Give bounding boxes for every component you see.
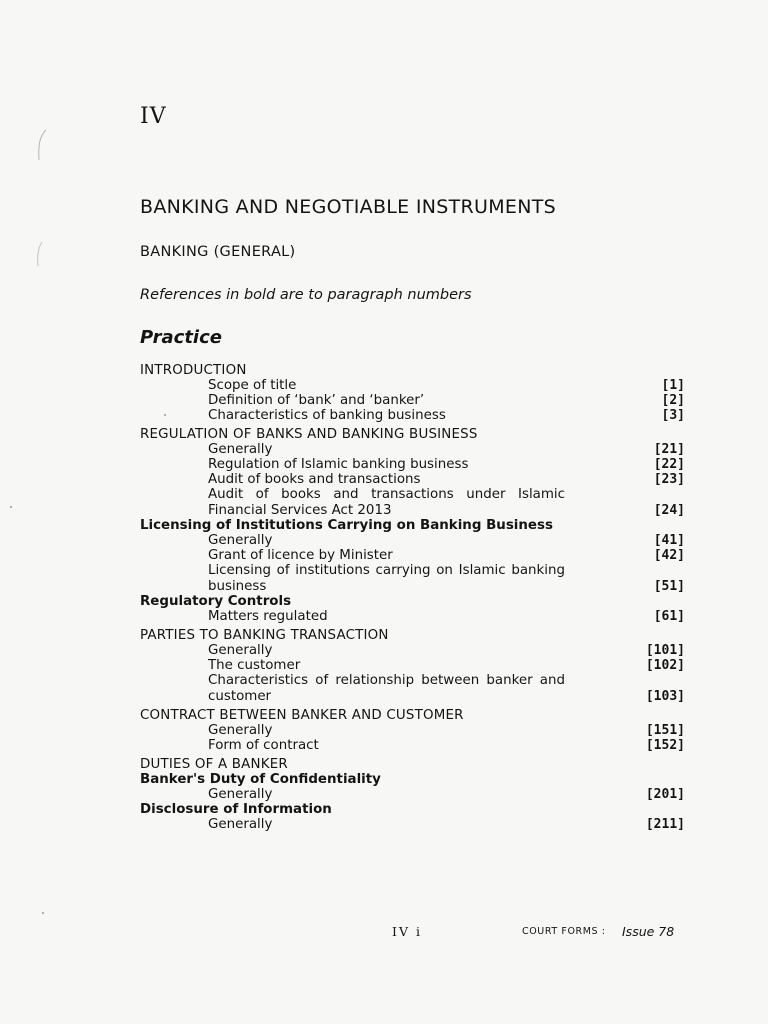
document-subtitle: BANKING (GENERAL) <box>140 244 296 260</box>
reference-note: References in bold are to paragraph numbers <box>140 287 472 303</box>
toc-label: INTRODUCTION <box>140 363 247 378</box>
toc-row <box>140 378 685 393</box>
toc-ref: [1] <box>661 378 685 393</box>
toc-label: Generally <box>208 787 273 802</box>
toc-row <box>140 787 685 802</box>
toc-label: Generally <box>208 723 273 738</box>
toc-ref: [102] <box>645 658 685 673</box>
part-number: IV <box>140 104 167 129</box>
toc-row <box>140 472 685 487</box>
toc-label: Audit of books and transactions under Islamic Financial Services Act 2013 <box>208 487 565 518</box>
toc-row <box>140 487 685 518</box>
toc-label: The customer <box>208 658 301 673</box>
toc-label: Matters regulated <box>208 609 328 624</box>
toc-label: Characteristics of relationship between banker and customer <box>208 673 565 704</box>
publication-name: COURT FORMS : <box>522 926 606 937</box>
page-footer <box>0 924 768 944</box>
scan-mark <box>34 128 48 164</box>
toc-label: Generally <box>208 533 273 548</box>
toc-row <box>140 708 685 723</box>
toc-label: Characteristics of banking business <box>208 408 446 423</box>
toc-label: Definition of ‘bank’ and ‘banker’ <box>208 393 425 408</box>
toc-row <box>140 363 685 378</box>
toc-row <box>140 723 685 738</box>
toc-row <box>140 673 685 704</box>
toc-label: PARTIES TO BANKING TRANSACTION <box>140 628 389 643</box>
toc-ref: [23] <box>653 472 685 487</box>
toc-label: Regulatory Controls <box>140 594 292 609</box>
toc-row <box>140 563 685 594</box>
table-of-contents <box>140 363 685 832</box>
toc-label: Licensing of institutions carrying on Islamic banking business <box>208 563 565 594</box>
toc-label: Form of contract <box>208 738 319 753</box>
scan-mark <box>34 240 44 268</box>
toc-label: Regulation of Islamic banking business <box>208 457 469 472</box>
toc-label: Generally <box>208 817 273 832</box>
toc-ref: [42] <box>653 548 685 563</box>
toc-row <box>140 457 685 472</box>
toc-label: Generally <box>208 442 273 457</box>
toc-label: REGULATION OF BANKS AND BANKING BUSINESS <box>140 427 478 442</box>
toc-row <box>140 442 685 457</box>
toc-ref: [24] <box>653 503 685 518</box>
toc-ref: [151] <box>645 723 685 738</box>
toc-row <box>140 408 685 423</box>
toc-label: Disclosure of Information <box>140 802 332 817</box>
toc-row <box>140 738 685 753</box>
toc-row <box>140 518 685 533</box>
toc-ref: [201] <box>645 787 685 802</box>
toc-row <box>140 594 685 609</box>
toc-label: CONTRACT BETWEEN BANKER AND CUSTOMER <box>140 708 464 723</box>
toc-label: Generally <box>208 643 273 658</box>
toc-row <box>140 628 685 643</box>
toc-row <box>140 533 685 548</box>
scan-speck <box>164 414 166 416</box>
toc-ref: [103] <box>645 689 685 704</box>
toc-label: Scope of title <box>208 378 297 393</box>
toc-row <box>140 802 685 817</box>
toc-ref: [51] <box>653 579 685 594</box>
toc-label: DUTIES OF A BANKER <box>140 757 288 772</box>
toc-ref: [22] <box>653 457 685 472</box>
section-heading: Practice <box>140 327 222 348</box>
toc-row <box>140 609 685 624</box>
toc-ref: [61] <box>653 609 685 624</box>
toc-ref: [211] <box>645 817 685 832</box>
toc-label: Audit of books and transactions <box>208 472 421 487</box>
toc-row <box>140 643 685 658</box>
toc-row <box>140 817 685 832</box>
toc-ref: [3] <box>661 408 685 423</box>
toc-label: Licensing of Institutions Carrying on Banking Business <box>140 518 553 533</box>
page-number: IV i <box>392 924 422 939</box>
toc-row <box>140 427 685 442</box>
toc-ref: [152] <box>645 738 685 753</box>
toc-label: Grant of licence by Minister <box>208 548 393 563</box>
toc-ref: [2] <box>661 393 685 408</box>
toc-label: Banker's Duty of Confidentiality <box>140 772 381 787</box>
scan-speck <box>42 912 44 914</box>
toc-row <box>140 772 685 787</box>
toc-ref: [41] <box>653 533 685 548</box>
scan-speck <box>10 506 12 508</box>
issue-number: Issue 78 <box>622 924 675 939</box>
toc-row <box>140 548 685 563</box>
toc-ref: [21] <box>653 442 685 457</box>
toc-row <box>140 658 685 673</box>
toc-row <box>140 757 685 772</box>
toc-row <box>140 393 685 408</box>
document-title: BANKING AND NEGOTIABLE INSTRUMENTS <box>140 196 556 218</box>
toc-ref: [101] <box>645 643 685 658</box>
